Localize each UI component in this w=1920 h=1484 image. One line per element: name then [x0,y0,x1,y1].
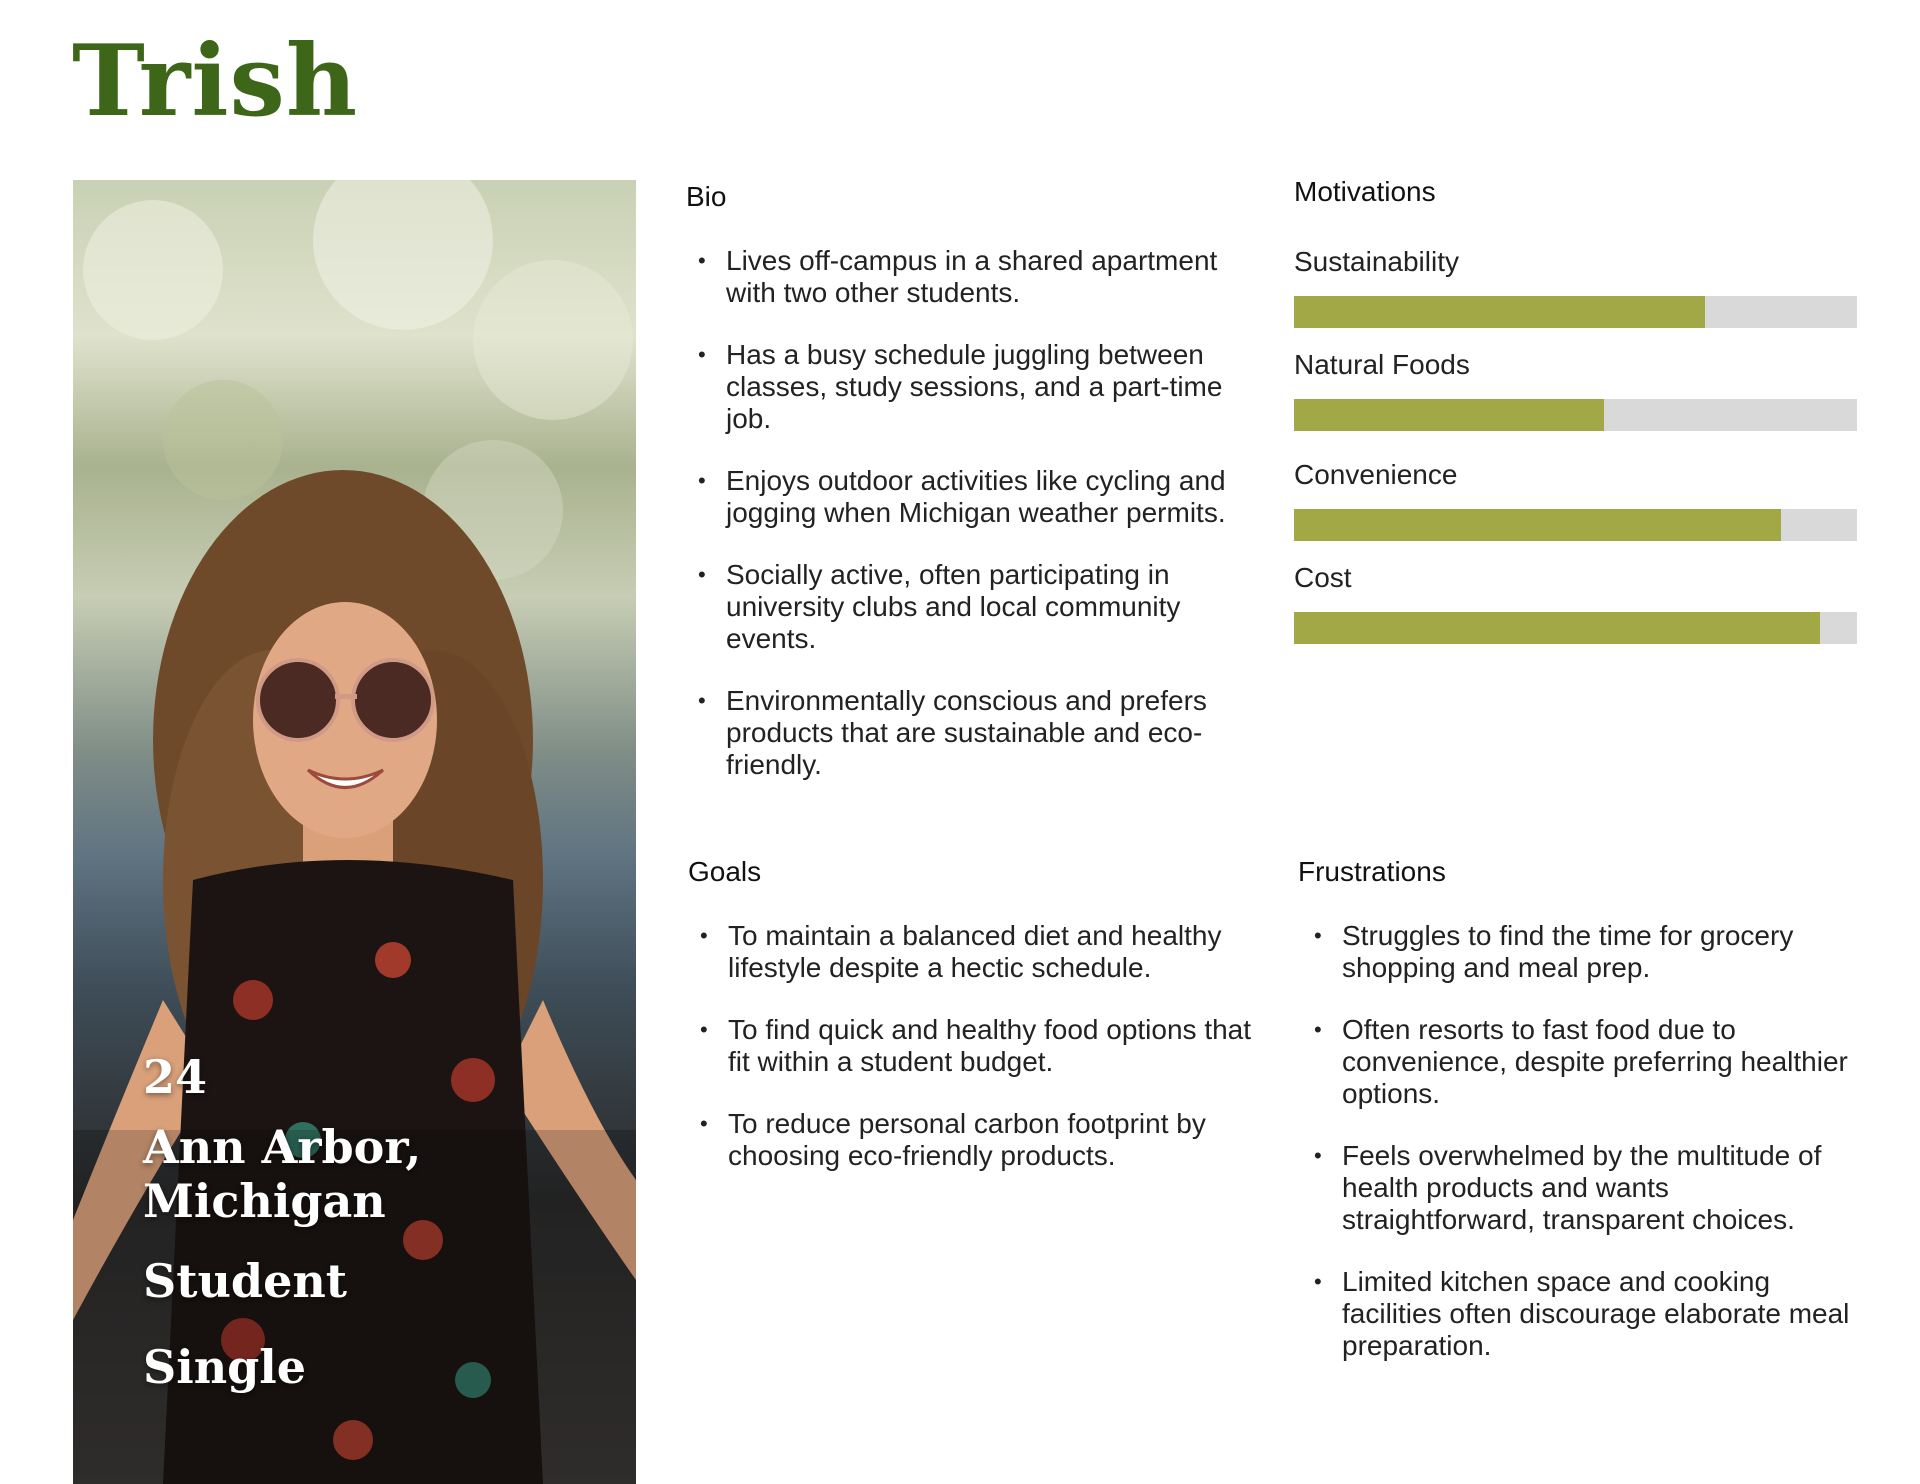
bio-item: • Has a busy schedule juggling between classes, study sessions, and a part-time job. [686,339,1246,435]
motivation-bar-fill [1294,612,1820,644]
motivation-bar-track [1294,612,1857,644]
frustrations-list [1302,920,1862,1392]
motivation-label: Cost [1294,562,1352,593]
persona-facts [143,1050,616,1394]
motivation-bar-track [1294,509,1857,541]
motivation-label: Natural Foods [1294,349,1470,380]
goal-item: • To reduce personal carbon footprint by choosing eco-friendly products. [688,1108,1263,1172]
frustration-item: • Limited kitchen space and cooking facilities often discourage elaborate meal preparation. [1302,1266,1862,1362]
frustration-item: • Often resorts to fast food due to convenience, despite preferring healthier options. [1302,1014,1862,1110]
bio-item: • Enjoys outdoor activities like cycling and jogging when Michigan weather permits. [686,465,1246,529]
motivation-bar-fill [1294,509,1781,541]
motivations-heading: Motivations [1294,176,1436,207]
persona-age: 24 [143,1050,208,1104]
persona-name: Trish [72,24,359,139]
goal-item: • To find quick and healthy food options that fit within a student budget. [688,1014,1263,1078]
goals-heading: Goals [688,856,762,887]
motivation-bar-fill [1294,296,1705,328]
frustration-item: • Struggles to find the time for grocery shopping and meal prep. [1302,920,1862,984]
persona-status: Single [143,1340,307,1394]
goal-item: • To maintain a balanced diet and healthy lifestyle despite a hectic schedule. [688,920,1263,984]
persona-location: Ann Arbor, Michigan [143,1120,422,1228]
goals-list [688,920,1263,1202]
persona-occupation: Student [143,1254,348,1308]
motivation-bar-track [1294,399,1857,431]
motivation-bar-track [1294,296,1857,328]
bio-item: • Socially active, often participating in university clubs and local community events. [686,559,1246,655]
persona-photo [73,180,636,1484]
bio-heading: Bio [686,181,727,212]
motivation-natural-foods [1294,349,1857,431]
motivation-bar-fill [1294,399,1604,431]
motivation-cost [1294,562,1857,644]
motivation-label: Convenience [1294,459,1458,490]
bio-item: • Environmentally conscious and prefers products that are sustainable and eco-friendly. [686,685,1246,781]
bio-list [686,245,1246,811]
motivation-sustainability [1294,246,1857,328]
bio-item: • Lives off-campus in a shared apartment with two other students. [686,245,1246,309]
motivation-label: Sustainability [1294,246,1459,277]
frustrations-heading: Frustrations [1298,856,1446,887]
motivation-convenience [1294,459,1857,541]
frustration-item: • Feels overwhelmed by the multitude of health products and wants straightforward, transparent choices. [1302,1140,1862,1236]
